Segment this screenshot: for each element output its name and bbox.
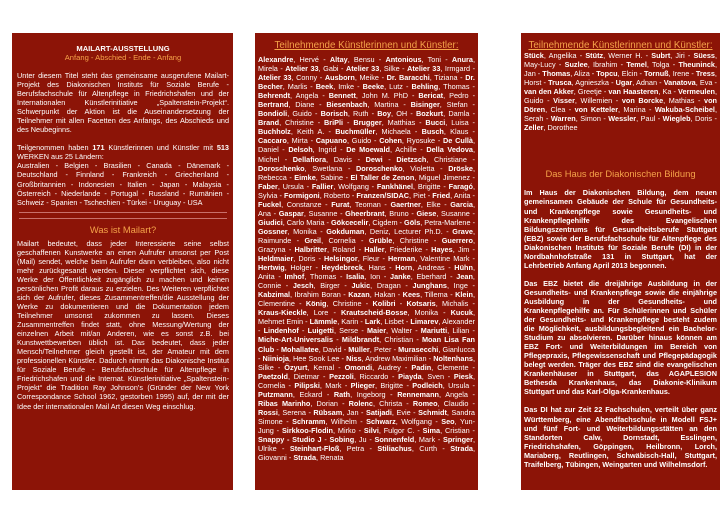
artist-name: Rath, Ingeborg [333, 389, 386, 399]
artist-name: Krautscheid-Bosse, Monika [340, 308, 439, 318]
artist-name: Atelier 33, Conny [258, 73, 318, 83]
divider [19, 218, 227, 219]
artist-name: Halbritter, Roland [294, 244, 356, 254]
artist-name: Lindenhof [263, 326, 299, 336]
artist-name: Silvi, Fulgor C. [363, 425, 415, 435]
artist-name: Busch, Klaus [421, 127, 469, 137]
country-list: Australien - Belgien - Brasilien - Canada - Dänemark - Deutschland - Finnland - Frankreich - Griechenland - Großbritannien - Indonesien - Italien - Japan - Malaysia - Österreich - Niederlande - Portugal - Russland - Rumänien - Schweiz - Spanien - Tschechien - Türkei - Uruguay - USA [17, 161, 229, 207]
artist-name: Isalia, Ion [346, 272, 381, 282]
artist-name: Sima, Cristian [422, 425, 470, 435]
artist-name: Rennemann, Angela [397, 389, 468, 399]
artist-name: Haller, Friederike [364, 244, 423, 254]
artist-name: Vermeulen, Guido [524, 87, 717, 106]
artist-name: Wessler, Paul [608, 114, 656, 124]
artist-name: Gaspar, Susanne [278, 208, 338, 218]
artist-name: Kabzimal, Ibrahim Boran [258, 290, 341, 300]
artist-name: Grüble, Christine [368, 235, 429, 245]
mailart-description: Mailart bedeutet, dass jeder Interessierte seine selbst geschaffenen Kunstwerke an einen Aufrufer umsonst per Post (Mail) sendet, welche beim Aufrufer dann verbleiben, also nicht mehr zurückgesandt werden. Dieser verpflichtet sich, diese Werke der Öffentlichkeit zugänglich zu machen und keinen persönlichen Profit daraus zu erzielen. Des Weiteren verpflichtet sich der Aufrufer, dieses Zusammentreffen/die Ausstellung der Werke zu dokumentieren und die Dokumentation jedem Teilnehmer umsonst zukommen zu lassen. Dieses Zusammentreffen findet statt, ohne Messung/Wertung der einzelnen Arbeit mit/an Anderen, wie es sonst z.B. bei Kunstwettbewerben üblich ist. Das bedeutet, dass jeder Mensch/Teilnehmer gleich gestellt ist, der Amateur mit dem professionellen Künstler. Dadurch nimmt das Diakonische Institut für Soziale Berufe - Berufsfachschule für Altenpflege in Friedrichshafen und die Internat. Künstlerinitiative „Spaltenstein-Projekt“ die Tradition Ray Johnson's (Gründer der New York Correspondance School 1962, gestorben 1995) auf, der mit der Idee der internationalen Mail Art diesen Weg einschlug. [17, 238, 229, 411]
artist-name: Dr. Baracchi, Tiziana [386, 73, 458, 83]
artist-name: Vanatova, Eva [663, 78, 713, 88]
artist-count: 171 [92, 143, 105, 153]
artist-name: Tress, Horst [524, 69, 717, 88]
artist-name: Faragó, Sylvia [258, 181, 475, 200]
artist-name: Bisinger, Stefan [410, 100, 468, 110]
artist-name: Atelier 33, Irmgard [407, 64, 471, 74]
artist-list: Alexandre, Hervé - Altay, Bensu - Antonious, Toni - Anura, Mirela - Atelier 33, Gabi - Atelier 33, Silke - Atelier 33, Irmgard - Atelier 33, Conny - Ausborn, Meike - Dr. Baracchi, Tiziana - Dr. Becher, Marlis - Beek, Imke - Beeke, Lutz - Behling, Thomas - Behrendt, Angela - Bennett, John M. PhD - Bericat, Pedro - Bertrand, Diane - Biesenbach, Martina - Bisinger, Stefan - Bondioli, Guido - Borisch, Ruth - Boy, OH - Bozkurt, Damla - Brand, Christine - BriPli - Brugger, Matthias - Bucci, Luisa - Buchholz, Keith A. - Buchmüller, Michaela - Busch, Klaus - Caccaro, Mirta - Capuano, Guido - Cohen, Ryosuke - De Cullà, Daniel - Delsoh, Ingrid - De Moewald, Achille - Della Vedova, Michel - Dellafiora, Davis - Dewi - Dietzsch, Christiane - Doroschenko, Swetlana - Doroschenko, Violetta - Dröske, Rebecca - Eimke, Sabine - El Taller de Zenon, Miguel Jimenez - Faber, Ursula - Fallier, Wolfgang - Fankhänel, Brigitte - Faragó, Sylvia - Formigoni, Roberto - Franzen/SIDAC, Piet - Fried, Anita - Fuckel, Constanze - Furat, Teoman - Gaertner, Elke - Garcia, Ana - Gaspar, Susanne - Gheerbrant, Bruno - Giese, Susanne - Giudici, Carlo Maria - Gökcecelir, Cigdem - Göls, Petra-Marlene - Gossner, Monika - Gokduman, Deniz, Lecturer Ph.D. - Grave, Raimunde - Greil, Cornelia - Grüble, Christine - Guerrero, Grazyna - Halbritter, Roland - Haller, Friederike - Hayes, Jim - Heldmaier, Doris - Helsingor, Fleur - Herman, Valentine Mark - Hertwig, Holger - Heydebreck, Hans - Horn, Andreas - Hühn, Anita - Imhof, Thomas - Isalia, Ion - Janke, Eberhard - Jean, Connie - Jesch, Birger - Jukic, Dragan - Junghans, Inge - Kabzimal, Ibrahim Boran - Kazan, Hakan - Kees, Tillema - Klein, Clementine - König, Christine - Kolibri - Kotsaris, Michalis - Kraus-Kieckle, Lore - Krautscheid-Bosse, Monika - Kucuk, Mehmet Emin - Lämmle, Karin - Lark, Lisbet - Limarev, Alexander - Lindenhof - Luigetti, Serse - Maier, Walter - Mariutti, Lilian - Miche-Art-Universalis - Mildbrandt, Christian - Moan Lisa Fan Club - Mohallatee, David - Müller, Peter - Murasecchi, Gianlucca - Niinioja, Hee Sook Lee - Niss, Andrew Maximilian - Noltenhans, Silke - Özyurt, Kemal - Omondi, Audrey - Padin, Clemente - Paetzold, Dietmar - Pezzoli, Riccardo - Piayda, Sven - Piesk, Cornelia - Pilipski, Mark - Plieger, Brigitte - Podleich, Ursula - Putzmann, Eckard - Rath, Ingeborg - Rennemann, Angela - Ribas Marinho, Dorian - Rolenc, Christa - Romeo, Claudio - Rossi, Serena - Rübsam, Jan - Satijadi, Evie - Schmidt, Sandra Simone - Schramm, Wilhelm - Schwarz, Wolfgang - Seo, Yun-Jung - Sirkkoo-Flodin, Mirko - Silvi, Fulgor C. - Sima, Cristian - Snappy - Studio J - Sobing, Ju - Sonnenfeld, Mark - Springer, Ulrike - Steinhart-Floß, Petra - Stiliachus, Curth - Strada, Giovanni - Strada, Renata [258, 55, 476, 463]
house-paragraph-3: Das DI hat zur Zeit 22 Fachschulen, verteilt über ganz Württemberg, eine Abendfachschule in Modell FSJ+ und fünf Fort- und Weiterbildungsstätten an den Standorten Calw, Dornstadt, Esslingen, Friedrichshafen, Göppingen, Heilbronn, Lorch, Mariaberg, Reutlingen, Schwäbisch-Hall, Stuttgart, Traifelberg, Tübingen, Weingarten und Wilhelmsdorf. [524, 405, 717, 469]
artist-name: Gaertner, Elke [390, 199, 441, 209]
artist-name: Garcia, Ana [258, 199, 475, 218]
artist-name: Beeke, Lutz [362, 82, 403, 92]
artist-name: El Taller de Zenon, Miguel Jimenez [350, 172, 471, 182]
artist-name: Mariutti, Lilian [420, 326, 470, 336]
artist-name: Schmidt, Sandra Simone [258, 407, 475, 426]
artist-name: Zeller, Dorothee [524, 123, 578, 133]
artist-name: Topcu, Elcin [596, 69, 638, 79]
artist-name: Altay, Bensu [329, 55, 375, 64]
artist-name: Junghans, Inge [412, 281, 468, 291]
artist-name: Franzen/SIDAC, Piet [356, 190, 426, 200]
artist-name: Doroschenko, Swetlana [258, 163, 343, 173]
artist-name: Kraus-Kieckle, Lore [258, 308, 329, 318]
artist-name: Paetzold, Dietmar [258, 371, 320, 381]
artist-name: von Dören, Clea [524, 96, 717, 115]
artist-name: Noltenhans, Silke [258, 353, 475, 372]
artist-name: Niinioja, Hee Sook Lee [262, 353, 340, 363]
artist-name: Satijadi, Evie [365, 407, 411, 417]
artist-name: Plieger, Brigitte [350, 380, 404, 390]
artist-name: Giudici, Carlo Maria [258, 217, 325, 227]
artist-name: Pilipski, Mark [294, 380, 342, 390]
artist-name: Limarev, Alexander [410, 317, 475, 327]
artist-name: Theuninck, Jan [524, 60, 717, 79]
artists-heading: Teilnehmende Künstlerinnen und Künstler: [274, 40, 459, 51]
artist-name: Furat, Teoman [331, 199, 381, 209]
artist-name: van den Akker, Greetje [524, 87, 602, 97]
artist-name: Trusca, Agnieszka [548, 78, 609, 88]
middle-panel [255, 33, 478, 490]
artist-name: Grave, Raimunde [258, 226, 475, 245]
artist-name: Stütz, Werner H. [585, 51, 643, 60]
artist-name: Piayda, Sven [398, 371, 445, 381]
artist-name: Luigetti, Serse [307, 326, 359, 336]
artist-name: Visser, Willemien [553, 96, 613, 106]
artist-name: Niss, Andrew Maximilian [346, 353, 427, 363]
artist-name: Podleich, Ursula [412, 380, 470, 390]
artist-name: Bondioli, Guido [258, 109, 312, 119]
artist-name: Kazan, Hakan [348, 290, 396, 300]
artist-name: van Haasteren, Ka [608, 87, 672, 97]
artist-name: Sirkkoo-Flodin, Mirko [281, 425, 356, 435]
artist-name: Strada, Giovanni [258, 444, 475, 463]
artist-name: Guerrero, Grazyna [258, 235, 475, 254]
artist-name: Delsoh, Ingrid [288, 145, 337, 155]
artist-name: Piesk, Cornelia [258, 371, 475, 390]
works-count: 513 [216, 143, 229, 153]
artist-name: Springer, Ulrike [258, 434, 475, 454]
house-paragraph-2: Das EBZ bietet die dreijährige Ausbildung in der Gesundheits- und Krankenpflege sowie die einjährige Ausbildung in der Gesundheits- und Krankenpflegehilfe an. Für Schülerinnen und Schüler der Gesundheits- und Krankenpflege besteht zudem die Möglichkeit, ausbildungsbegleitend ein Bachelor-Studium zu absolvieren. Darüber hinaus können am EBZ Fort- und Weiterbildungen im Bereich von Pflegepraxis, Pflegewissenschaft und Pflegepädagogik belegt werden. Träger des EBZ sind die evangelischen Krankenhäuser in Stuttgart, das AGAPLESION Bethesda Krankenhaus, das Diakonie-Klinikum Stuttgart und das Karl-Olga-Krankenhaus. [524, 278, 717, 397]
artist-name: Janke, Eberhard [390, 272, 447, 282]
artist-name: Mildbrandt, Christian [341, 335, 414, 345]
artist-name: Gossner, Monika [258, 226, 317, 236]
artist-name: Gökcecelir, Cigdem [331, 217, 398, 227]
artist-name: Herman, Valentine Mark [388, 254, 470, 264]
artist-name: Helsingor, Fleur [324, 254, 380, 264]
artist-name: Steinhart-Floß, Petra [289, 444, 365, 454]
artist-name: Behrendt, Angela [258, 91, 319, 101]
right-panel [521, 33, 720, 490]
artist-name: Bericat, Pedro [418, 91, 469, 101]
artist-name: Seo, Yun-Jung [258, 416, 475, 435]
artist-name: Caccaro, Mirta [258, 136, 308, 146]
artist-name: Fried, Anita [432, 190, 471, 200]
artist-name: Padin, Clemente [411, 362, 469, 372]
intro-text: Unter diesem Titel steht das gemeinsame ausgerufene Mailart-Projekt des Diakonischen Instituts für Soziale Berufe - Berufsfachschule für Altenpflege in Friedrichshafen und der Internationalen Künstlerinitiative „Spaltenstein-Projekt“. Schwerpunkt der Aktion ist die Auseinandersetzung der Teilnehmer mit allen Facetten des Anfangs, des Abschieds und des Neubeginns. [17, 71, 229, 135]
artist-name: Mohallatee, David [280, 344, 342, 354]
artist-name: Jesch, Birger [292, 281, 340, 291]
artist-name: Bennett, John M. PhD [328, 91, 408, 101]
artist-name: Putzmann, Eckard [258, 389, 323, 399]
artist-name: Imhof, Thomas [284, 272, 337, 282]
artist-name: Pezzoli, Riccardo [329, 371, 389, 381]
artist-name: Horn, Andreas [395, 263, 445, 273]
artist-name: Rolenc, Christa [348, 398, 403, 408]
artist-name: Brand, Christine [258, 118, 314, 128]
artist-name: Lämmle, Karin [309, 317, 359, 327]
artist-name: Bucci, Luisa [425, 118, 469, 128]
artist-name: Rübsam, Jan [313, 407, 359, 417]
artist-name: Hayes, Jim [431, 244, 470, 254]
artist-name: Dewi [365, 154, 383, 164]
artist-name: Della Vedova, Michel [258, 145, 475, 164]
section-heading-house: Das Haus der Diakonischen Bildung [545, 168, 696, 180]
artist-name: Sonnenfeld, Mark [374, 434, 436, 444]
artist-name: Tornuß, Irene [644, 69, 690, 79]
artist-name: Behling, Thomas [411, 82, 470, 92]
artist-name: Murasecchi, Gianlucca [398, 344, 475, 354]
artist-name: Stiliachus, Curth [377, 444, 438, 454]
artist-name: Fallier, Wolfgang [311, 181, 369, 191]
artist-name: von Borcke, Mathias [621, 96, 695, 106]
artist-name: Faber, Ursula [258, 181, 304, 191]
artist-name: Thomas, Aliza [542, 69, 590, 79]
artist-name: Omondi, Audrey [344, 362, 401, 372]
artist-name: Süess, May-Lucy [524, 51, 717, 70]
artist-name: Jean, Connie [258, 272, 475, 291]
artist-name: Doroschenko, Violetta [356, 163, 435, 173]
artist-name: von Ketteler, Marina [574, 105, 646, 115]
exhibition-subtitle: Anfang - Abschied - Ende - Anfang [64, 53, 182, 62]
artist-name: BriPli [324, 118, 344, 128]
artist-name: Moan Lisa Fan Club [258, 335, 475, 354]
left-panel [12, 33, 233, 490]
artist-name: De Cullà, Daniel [258, 136, 475, 155]
artist-name: Alexandre, Hervé [258, 55, 319, 64]
artist-name: Snappy - Studio J [258, 434, 322, 444]
artist-name: Buchmüller, Michaela [335, 127, 411, 137]
artist-name: Warren, Simon [550, 114, 601, 124]
divider [19, 212, 227, 213]
artist-name: Miche-Art-Universalis [258, 335, 334, 345]
artist-name: Bertrand, Diane [258, 100, 315, 110]
artist-name: Biesenbach, Martina [326, 100, 399, 110]
artist-name: Capuano, Guido [315, 136, 372, 146]
artist-name: Romeo, Claudio [412, 398, 469, 408]
artist-name: Fankhänel, Brigitte [376, 181, 441, 191]
artist-name: Suzlee, Ibrahim [564, 60, 618, 70]
artist-name: Müller, Peter [348, 344, 392, 354]
artist-name: Hühn, Anita [258, 263, 475, 282]
artist-name: Wiegleb, Doris [662, 114, 713, 124]
artist-name: Atelier 33, Gabi [285, 64, 339, 74]
participation-stats: Teilgenommen haben 171 Künstlerinnen und Künstler mit 513 WERKEN aus 25 Ländern: [17, 143, 229, 162]
artist-name: Beek, Imke [315, 82, 355, 92]
artist-name: Anura, Mirela [258, 55, 475, 74]
artist-name: Schwarz, Wolfgang [366, 416, 432, 426]
artist-name: De Moewald, Achille [346, 145, 417, 155]
exhibition-title: MAILART-AUSSTELLUNG [76, 44, 170, 53]
artist-name: Atelier 33, Silke [345, 64, 400, 74]
artist-name: Lark, Lisbet [364, 317, 404, 327]
artist-name: Formigoni, Roberto [284, 190, 350, 200]
artist-name: Kolibri [372, 299, 396, 309]
artist-name: Sobing, Ju [329, 434, 367, 444]
artist-name: Dellafiora, Davis [292, 154, 352, 164]
artist-name: Kucuk, Mehmet Emin [258, 308, 475, 327]
section-heading-mailart: Was ist Mailart? [89, 223, 157, 235]
artist-name: Hertwig, Holger [258, 263, 312, 273]
artist-name: Kees, Tillema [402, 290, 448, 300]
artist-name: Temel, Tolga [626, 60, 670, 70]
artist-name: König, Christine [305, 299, 362, 309]
artist-name: Giese, Susanne [416, 208, 470, 218]
artist-name: Maier, Walter [366, 326, 413, 336]
artist-name: Strada, Renata [293, 453, 344, 463]
artist-name: Dr. Becher, Marlis [258, 73, 475, 92]
artist-name: Ausborn, Meike [324, 73, 379, 83]
artist-name: Göls, Petra-Marlene [404, 217, 471, 227]
artist-name: Kotsaris, Michalis [406, 299, 469, 309]
artist-name: Bozkurt, Damla [415, 109, 470, 119]
artist-name: Wakuba-Scheibel, Serah [524, 105, 717, 124]
artist-name: Stück, Angelika [524, 51, 577, 60]
artist-name: Klein, Clementine [258, 290, 475, 309]
artist-name: Antonious, Toni [385, 55, 442, 64]
artist-name: Borisch, Ruth [320, 109, 369, 119]
artist-name: Özyurt, Kemal [284, 362, 335, 372]
artist-name: Heldmaier, Doris [258, 254, 316, 264]
artist-name: Dietzsch, Christiane [396, 154, 467, 164]
artist-name: Rossi, Serena [258, 407, 306, 417]
artist-name: Heydebreck, Hans [321, 263, 386, 273]
artist-name: Subrt, Jiri [651, 51, 685, 60]
artist-name: Gokduman, Deniz, Lecturer Ph.D. [326, 226, 443, 236]
artist-name: Brugger, Matthias [353, 118, 416, 128]
artist-name: Gheerbrant, Bruno [345, 208, 409, 218]
artist-name: Fuckel, Constanze [258, 199, 322, 209]
artist-name: Jukic, Dragan [351, 281, 401, 291]
artist-name: Buchholz, Keith A. [258, 127, 325, 137]
artist-name: Ugar, Adnan [615, 78, 658, 88]
artist-name: Schramm, Wilhelm [292, 416, 357, 426]
artists-heading-continued: Teilnehmende Künstlerinnen und Künstler: [528, 40, 713, 51]
artist-list-continued: Stück, Angelika - Stütz, Werner H. - Subrt, Jiri - Süess, May-Lucy - Suzlee, Ibrahim - Temel, Tolga - Theuninck, Jan - Thomas, Aliza - Topcu, Elcin - Tornuß, Irene - Tress, Horst - Trusca, Agnieszka - Ugar, Adnan - Vanatova, Eva - van den Akker, Greetje - van Haasteren, Ka - Vermeulen, Guido - Visser, Willemien - von Borcke, Mathias - von Dören, Clea - von Ketteler, Marina - Wakuba-Scheibel, Serah - Warren, Simon - Wessler, Paul - Wiegleb, Doris - Zeller, Dorothee [524, 51, 717, 133]
artist-name: Cohen, Ryosuke [379, 136, 436, 146]
artist-name: Boy, OH [377, 109, 408, 119]
artist-name: Ribas Marinho, Dorian [258, 398, 338, 408]
artist-name: Eimke, Sabine [294, 172, 344, 182]
house-paragraph-1: Im Haus der Diakonischen Bildung, dem neuen gemeinsamen Gebäude der Schule für Gesundheits- und Krankenpflege sowie Gesundheits- und Krankenpflegehilfe des Evangelischen Bildungszentrums für Gesundheitsberufe Stuttgart (EBZ) sowie der Berufsfachschule für Altenpflege des Diakonischen Instituts für Soziale Berufe (DI) in der Nordbahnhofstraße 131 in Stuttgart, hat der Lehrbetrieb Anfang April 2013 begonnen. [524, 188, 717, 270]
artist-name: Greil, Cornelia [304, 235, 356, 245]
artist-name: Dröske, Rebecca [258, 163, 475, 182]
